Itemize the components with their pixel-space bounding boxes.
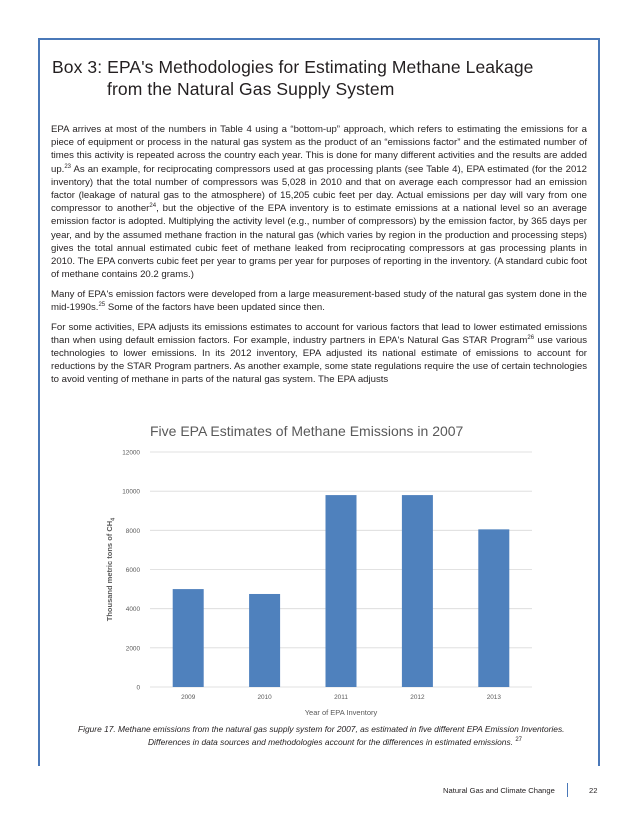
y-tick-label: 12000 — [122, 449, 140, 457]
footnote-ref-25[interactable]: 25 — [98, 302, 106, 309]
p1-text-b: As an example, for reciprocating compressors used at gas processing plants (see Table 4), EPA estimated (for the 2012 inventory) that the total number of compressors was 5,028 in 2010 and that on average each compressor had an emission factor (leakage of natural gas to the atmosphere) of 15,205 cubic feet per day. Actual emissions per day will vary from one compressor to another — [51, 163, 587, 215]
x-tick-label: 2012 — [410, 694, 425, 701]
p1-text-a: EPA arrives at most of the numbers in Table 4 using a “bottom-up” approach, which refers to estimating the emissions for a piece of equipment or process in the natural gas system as the product of an “emissions factor” and the estimated number of times this activity is repeated across the country each year. This is done for many different activities and the results are added up. — [51, 124, 587, 175]
footnote-ref-23[interactable]: 23 — [64, 163, 72, 170]
y-tick-label: 2000 — [125, 645, 140, 653]
x-tick-label: 2011 — [334, 694, 348, 701]
bar-2009 — [173, 589, 204, 687]
y-tick-label: 4000 — [125, 606, 140, 614]
p2-text-b: Some of the factors have been updated since then. — [105, 302, 325, 314]
x-axis-label: Year of EPA Inventory — [304, 708, 378, 717]
y-axis-label-main: Thousand metric tons of CH — [105, 520, 114, 622]
box-title-line1: Box 3: EPA's Methodologies for Estimating Methane Leakage — [52, 57, 534, 77]
footnote-ref-24[interactable]: 24 — [149, 203, 157, 210]
bar-2011 — [326, 495, 357, 687]
footnote-ref-27[interactable]: 27 — [515, 737, 522, 743]
bar-2012 — [402, 495, 433, 687]
footer-title: Natural Gas and Climate Change — [443, 786, 555, 795]
paragraph-1 — [51, 123, 587, 281]
footer-divider — [567, 783, 568, 797]
x-tick-label: 2013 — [486, 694, 501, 701]
footnote-ref-26[interactable]: 26 — [527, 334, 535, 341]
figure-caption — [60, 723, 580, 749]
bar-2013 — [478, 529, 509, 687]
x-tick-label: 2010 — [257, 694, 272, 701]
chart-svg — [96, 418, 536, 723]
y-axis-label — [105, 517, 117, 621]
box-body — [51, 123, 587, 393]
methane-chart — [96, 418, 536, 723]
caption-line1: Methane emissions from the natural gas supply system for 2007, as estimated in five different EPA Emission Inventories. — [115, 724, 565, 734]
y-axis-label-subscript: 4 — [110, 517, 117, 521]
y-tick-label: 6000 — [125, 567, 140, 574]
p1-text-c: , but the objective of the EPA inventory is to estimate emissions at a national level so an average emission factor is adopted. Multiplying the activity level (e.g., number of compressors) by the emission factor, by 365 days per year, and by the assumed methane fraction in the natural gas (which varies by region in the production and processing steps) gives the total annual estimated cubic feet of methane leaked from reciprocating compressors at gas processing plants in 2010. The EPA converts cubic feet per year to grams per year for purposes of reporting in the inventory. (A standard cubic foot of methane contains 20.2 grams.) — [51, 203, 588, 281]
chart-title: Five EPA Estimates of Methane Emissions in 2007 — [150, 423, 464, 439]
caption-line2: Differences in data sources and methodologies account for the differences in estimated emissions. — [148, 737, 513, 747]
p3-text-a: For some activities, EPA adjusts its emissions estimates to account for various factors that lead to lower estimated emissions than when using default emission factors. For example, industry partners in EPA's Natural Gas STAR Program — [51, 321, 587, 346]
paragraph-3 — [51, 321, 587, 387]
x-tick-label: 2009 — [181, 694, 196, 701]
y-tick-label: 0 — [136, 684, 140, 692]
page-number: 22 — [589, 786, 598, 795]
figure-label: Figure 17. — [78, 724, 116, 734]
y-tick-label: 10000 — [122, 488, 140, 496]
paragraph-2 — [51, 288, 587, 314]
box-title-line2: from the Natural Gas Supply System — [107, 79, 395, 99]
page-footer — [0, 783, 600, 797]
p3-text-b: use various technologies to lower emissions. In its 2012 inventory, EPA adjusted its national estimate of emissions to account for reductions by the STAR Program partners. As another example, some state regulations require the use of certain technologies to avoid venting of methane in parts of the natural gas system. The EPA adjusts — [51, 334, 587, 386]
box-title — [52, 56, 582, 100]
bar-2010 — [249, 594, 280, 687]
p2-text-a: Many of EPA's emission factors were developed from a large measurement-based study of the natural gas system done in the mid-1990s. — [51, 288, 587, 314]
y-tick-label: 8000 — [125, 527, 140, 535]
